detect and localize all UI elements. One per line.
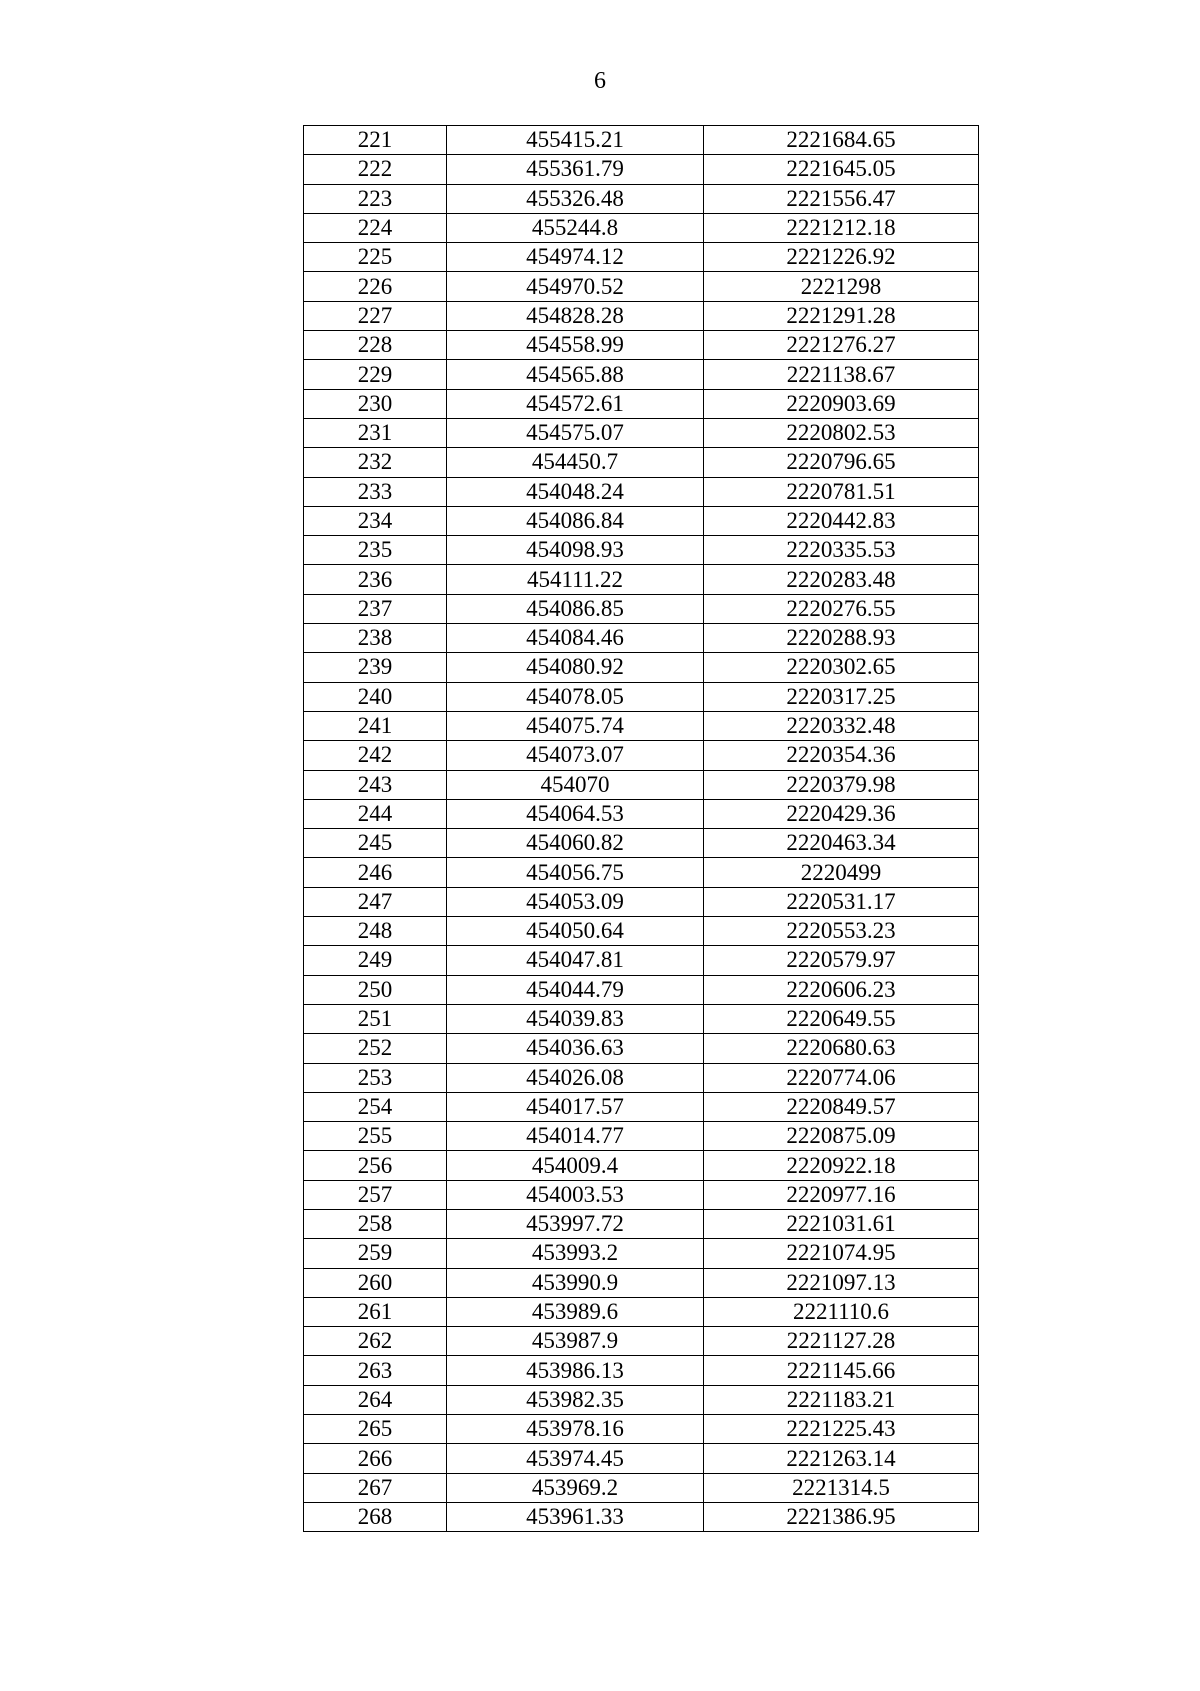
y-coordinate-cell: 2220531.17: [704, 887, 979, 916]
point-number-cell: 261: [304, 1297, 447, 1326]
table-row: [304, 653, 979, 682]
x-coordinate-cell: 454017.57: [447, 1092, 704, 1121]
x-coordinate-cell: 454450.7: [447, 448, 704, 477]
y-coordinate-cell: 2221138.67: [704, 360, 979, 389]
x-coordinate-cell: 453993.2: [447, 1239, 704, 1268]
y-coordinate-cell: 2221291.28: [704, 301, 979, 330]
coordinates-table: [303, 125, 979, 1532]
table-row: [304, 858, 979, 887]
point-number-cell: 264: [304, 1385, 447, 1414]
x-coordinate-cell: 454575.07: [447, 418, 704, 447]
table-row: [304, 1122, 979, 1151]
y-coordinate-cell: 2220781.51: [704, 477, 979, 506]
table-row: [304, 184, 979, 213]
table-row: [304, 1180, 979, 1209]
point-number-cell: 255: [304, 1122, 447, 1151]
table-row: [304, 389, 979, 418]
table-row: [304, 1444, 979, 1473]
point-number-cell: 256: [304, 1151, 447, 1180]
point-number-cell: 247: [304, 887, 447, 916]
x-coordinate-cell: 454098.93: [447, 536, 704, 565]
x-coordinate-cell: 453990.9: [447, 1268, 704, 1297]
table-row: [304, 624, 979, 653]
table-row: [304, 1063, 979, 1092]
x-coordinate-cell: 454084.46: [447, 624, 704, 653]
x-coordinate-cell: 454056.75: [447, 858, 704, 887]
point-number-cell: 245: [304, 829, 447, 858]
x-coordinate-cell: 453987.9: [447, 1327, 704, 1356]
x-coordinate-cell: 454050.64: [447, 917, 704, 946]
x-coordinate-cell: 454044.79: [447, 975, 704, 1004]
table-row: [304, 946, 979, 975]
table-row: [304, 1004, 979, 1033]
x-coordinate-cell: 454039.83: [447, 1004, 704, 1033]
point-number-cell: 239: [304, 653, 447, 682]
table-row: [304, 1502, 979, 1531]
point-number-cell: 235: [304, 536, 447, 565]
table-row: [304, 1327, 979, 1356]
table-row: [304, 1268, 979, 1297]
coordinates-table-body: [304, 126, 979, 1532]
y-coordinate-cell: 2220276.55: [704, 594, 979, 623]
x-coordinate-cell: 454048.24: [447, 477, 704, 506]
x-coordinate-cell: 454009.4: [447, 1151, 704, 1180]
x-coordinate-cell: 454064.53: [447, 799, 704, 828]
point-number-cell: 257: [304, 1180, 447, 1209]
y-coordinate-cell: 2220903.69: [704, 389, 979, 418]
table-row: [304, 272, 979, 301]
point-number-cell: 221: [304, 126, 447, 155]
point-number-cell: 260: [304, 1268, 447, 1297]
x-coordinate-cell: 455244.8: [447, 213, 704, 242]
x-coordinate-cell: 455361.79: [447, 155, 704, 184]
table-row: [304, 565, 979, 594]
x-coordinate-cell: 453982.35: [447, 1385, 704, 1414]
table-row: [304, 1092, 979, 1121]
table-row: [304, 887, 979, 916]
point-number-cell: 259: [304, 1239, 447, 1268]
y-coordinate-cell: 2220922.18: [704, 1151, 979, 1180]
y-coordinate-cell: 2220774.06: [704, 1063, 979, 1092]
x-coordinate-cell: 454974.12: [447, 243, 704, 272]
y-coordinate-cell: 2221684.65: [704, 126, 979, 155]
point-number-cell: 226: [304, 272, 447, 301]
table-row: [304, 1239, 979, 1268]
point-number-cell: 268: [304, 1502, 447, 1531]
x-coordinate-cell: 454073.07: [447, 741, 704, 770]
table-row: [304, 1385, 979, 1414]
y-coordinate-cell: 2220288.93: [704, 624, 979, 653]
point-number-cell: 252: [304, 1034, 447, 1063]
table-row: [304, 594, 979, 623]
point-number-cell: 233: [304, 477, 447, 506]
table-row: [304, 1034, 979, 1063]
y-coordinate-cell: 2221110.6: [704, 1297, 979, 1326]
point-number-cell: 254: [304, 1092, 447, 1121]
x-coordinate-cell: 454036.63: [447, 1034, 704, 1063]
x-coordinate-cell: 454053.09: [447, 887, 704, 916]
x-coordinate-cell: 453997.72: [447, 1209, 704, 1238]
y-coordinate-cell: 2221298: [704, 272, 979, 301]
y-coordinate-cell: 2221031.61: [704, 1209, 979, 1238]
y-coordinate-cell: 2220977.16: [704, 1180, 979, 1209]
table-row: [304, 477, 979, 506]
point-number-cell: 236: [304, 565, 447, 594]
y-coordinate-cell: 2220680.63: [704, 1034, 979, 1063]
point-number-cell: 223: [304, 184, 447, 213]
y-coordinate-cell: 2220463.34: [704, 829, 979, 858]
x-coordinate-cell: 454014.77: [447, 1122, 704, 1151]
y-coordinate-cell: 2221386.95: [704, 1502, 979, 1531]
table-row: [304, 126, 979, 155]
x-coordinate-cell: 453974.45: [447, 1444, 704, 1473]
point-number-cell: 228: [304, 331, 447, 360]
table-row: [304, 975, 979, 1004]
table-row: [304, 682, 979, 711]
table-row: [304, 360, 979, 389]
x-coordinate-cell: 454111.22: [447, 565, 704, 594]
point-number-cell: 258: [304, 1209, 447, 1238]
y-coordinate-cell: 2220802.53: [704, 418, 979, 447]
point-number-cell: 265: [304, 1415, 447, 1444]
x-coordinate-cell: 454828.28: [447, 301, 704, 330]
point-number-cell: 266: [304, 1444, 447, 1473]
table-row: [304, 799, 979, 828]
table-row: [304, 741, 979, 770]
y-coordinate-cell: 2220442.83: [704, 506, 979, 535]
table-row: [304, 155, 979, 184]
y-coordinate-cell: 2220335.53: [704, 536, 979, 565]
point-number-cell: 244: [304, 799, 447, 828]
point-number-cell: 241: [304, 711, 447, 740]
table-row: [304, 1209, 979, 1238]
x-coordinate-cell: 454070: [447, 770, 704, 799]
x-coordinate-cell: 454026.08: [447, 1063, 704, 1092]
y-coordinate-cell: 2220849.57: [704, 1092, 979, 1121]
x-coordinate-cell: 454075.74: [447, 711, 704, 740]
x-coordinate-cell: 454086.85: [447, 594, 704, 623]
point-number-cell: 229: [304, 360, 447, 389]
x-coordinate-cell: 454003.53: [447, 1180, 704, 1209]
point-number-cell: 248: [304, 917, 447, 946]
point-number-cell: 251: [304, 1004, 447, 1033]
point-number-cell: 242: [304, 741, 447, 770]
point-number-cell: 238: [304, 624, 447, 653]
y-coordinate-cell: 2221074.95: [704, 1239, 979, 1268]
point-number-cell: 253: [304, 1063, 447, 1092]
point-number-cell: 246: [304, 858, 447, 887]
point-number-cell: 263: [304, 1356, 447, 1385]
table-row: [304, 301, 979, 330]
y-coordinate-cell: 2220579.97: [704, 946, 979, 975]
y-coordinate-cell: 2221097.13: [704, 1268, 979, 1297]
point-number-cell: 262: [304, 1327, 447, 1356]
point-number-cell: 267: [304, 1473, 447, 1502]
y-coordinate-cell: 2221225.43: [704, 1415, 979, 1444]
y-coordinate-cell: 2221276.27: [704, 331, 979, 360]
y-coordinate-cell: 2221226.92: [704, 243, 979, 272]
y-coordinate-cell: 2220606.23: [704, 975, 979, 1004]
y-coordinate-cell: 2220796.65: [704, 448, 979, 477]
table-row: [304, 536, 979, 565]
x-coordinate-cell: 454572.61: [447, 389, 704, 418]
point-number-cell: 234: [304, 506, 447, 535]
x-coordinate-cell: 454080.92: [447, 653, 704, 682]
x-coordinate-cell: 454565.88: [447, 360, 704, 389]
table-row: [304, 1415, 979, 1444]
y-coordinate-cell: 2221645.05: [704, 155, 979, 184]
point-number-cell: 222: [304, 155, 447, 184]
point-number-cell: 243: [304, 770, 447, 799]
table-row: [304, 418, 979, 447]
table-row: [304, 829, 979, 858]
point-number-cell: 237: [304, 594, 447, 623]
y-coordinate-cell: 2221127.28: [704, 1327, 979, 1356]
x-coordinate-cell: 454086.84: [447, 506, 704, 535]
y-coordinate-cell: 2220332.48: [704, 711, 979, 740]
table-row: [304, 1297, 979, 1326]
point-number-cell: 240: [304, 682, 447, 711]
y-coordinate-cell: 2221314.5: [704, 1473, 979, 1502]
x-coordinate-cell: 454047.81: [447, 946, 704, 975]
x-coordinate-cell: 454060.82: [447, 829, 704, 858]
x-coordinate-cell: 454970.52: [447, 272, 704, 301]
table-row: [304, 1356, 979, 1385]
x-coordinate-cell: 453969.2: [447, 1473, 704, 1502]
table-row: [304, 770, 979, 799]
x-coordinate-cell: 453986.13: [447, 1356, 704, 1385]
x-coordinate-cell: 453978.16: [447, 1415, 704, 1444]
table-row: [304, 711, 979, 740]
x-coordinate-cell: 455415.21: [447, 126, 704, 155]
y-coordinate-cell: 2221263.14: [704, 1444, 979, 1473]
x-coordinate-cell: 453989.6: [447, 1297, 704, 1326]
y-coordinate-cell: 2221212.18: [704, 213, 979, 242]
table-row: [304, 1473, 979, 1502]
table-row: [304, 243, 979, 272]
point-number-cell: 232: [304, 448, 447, 477]
x-coordinate-cell: 453961.33: [447, 1502, 704, 1531]
point-number-cell: 227: [304, 301, 447, 330]
y-coordinate-cell: 2220379.98: [704, 770, 979, 799]
point-number-cell: 231: [304, 418, 447, 447]
point-number-cell: 249: [304, 946, 447, 975]
point-number-cell: 224: [304, 213, 447, 242]
table-row: [304, 917, 979, 946]
y-coordinate-cell: 2221556.47: [704, 184, 979, 213]
y-coordinate-cell: 2220553.23: [704, 917, 979, 946]
page-number: 6: [594, 68, 606, 94]
y-coordinate-cell: 2220649.55: [704, 1004, 979, 1033]
y-coordinate-cell: 2220429.36: [704, 799, 979, 828]
table-row: [304, 1151, 979, 1180]
point-number-cell: 230: [304, 389, 447, 418]
y-coordinate-cell: 2220302.65: [704, 653, 979, 682]
y-coordinate-cell: 2220875.09: [704, 1122, 979, 1151]
x-coordinate-cell: 455326.48: [447, 184, 704, 213]
point-number-cell: 250: [304, 975, 447, 1004]
y-coordinate-cell: 2220317.25: [704, 682, 979, 711]
y-coordinate-cell: 2221145.66: [704, 1356, 979, 1385]
x-coordinate-cell: 454558.99: [447, 331, 704, 360]
table-row: [304, 506, 979, 535]
table-row: [304, 331, 979, 360]
x-coordinate-cell: 454078.05: [447, 682, 704, 711]
point-number-cell: 225: [304, 243, 447, 272]
y-coordinate-cell: 2220283.48: [704, 565, 979, 594]
y-coordinate-cell: 2221183.21: [704, 1385, 979, 1414]
y-coordinate-cell: 2220499: [704, 858, 979, 887]
table-row: [304, 213, 979, 242]
table-row: [304, 448, 979, 477]
y-coordinate-cell: 2220354.36: [704, 741, 979, 770]
